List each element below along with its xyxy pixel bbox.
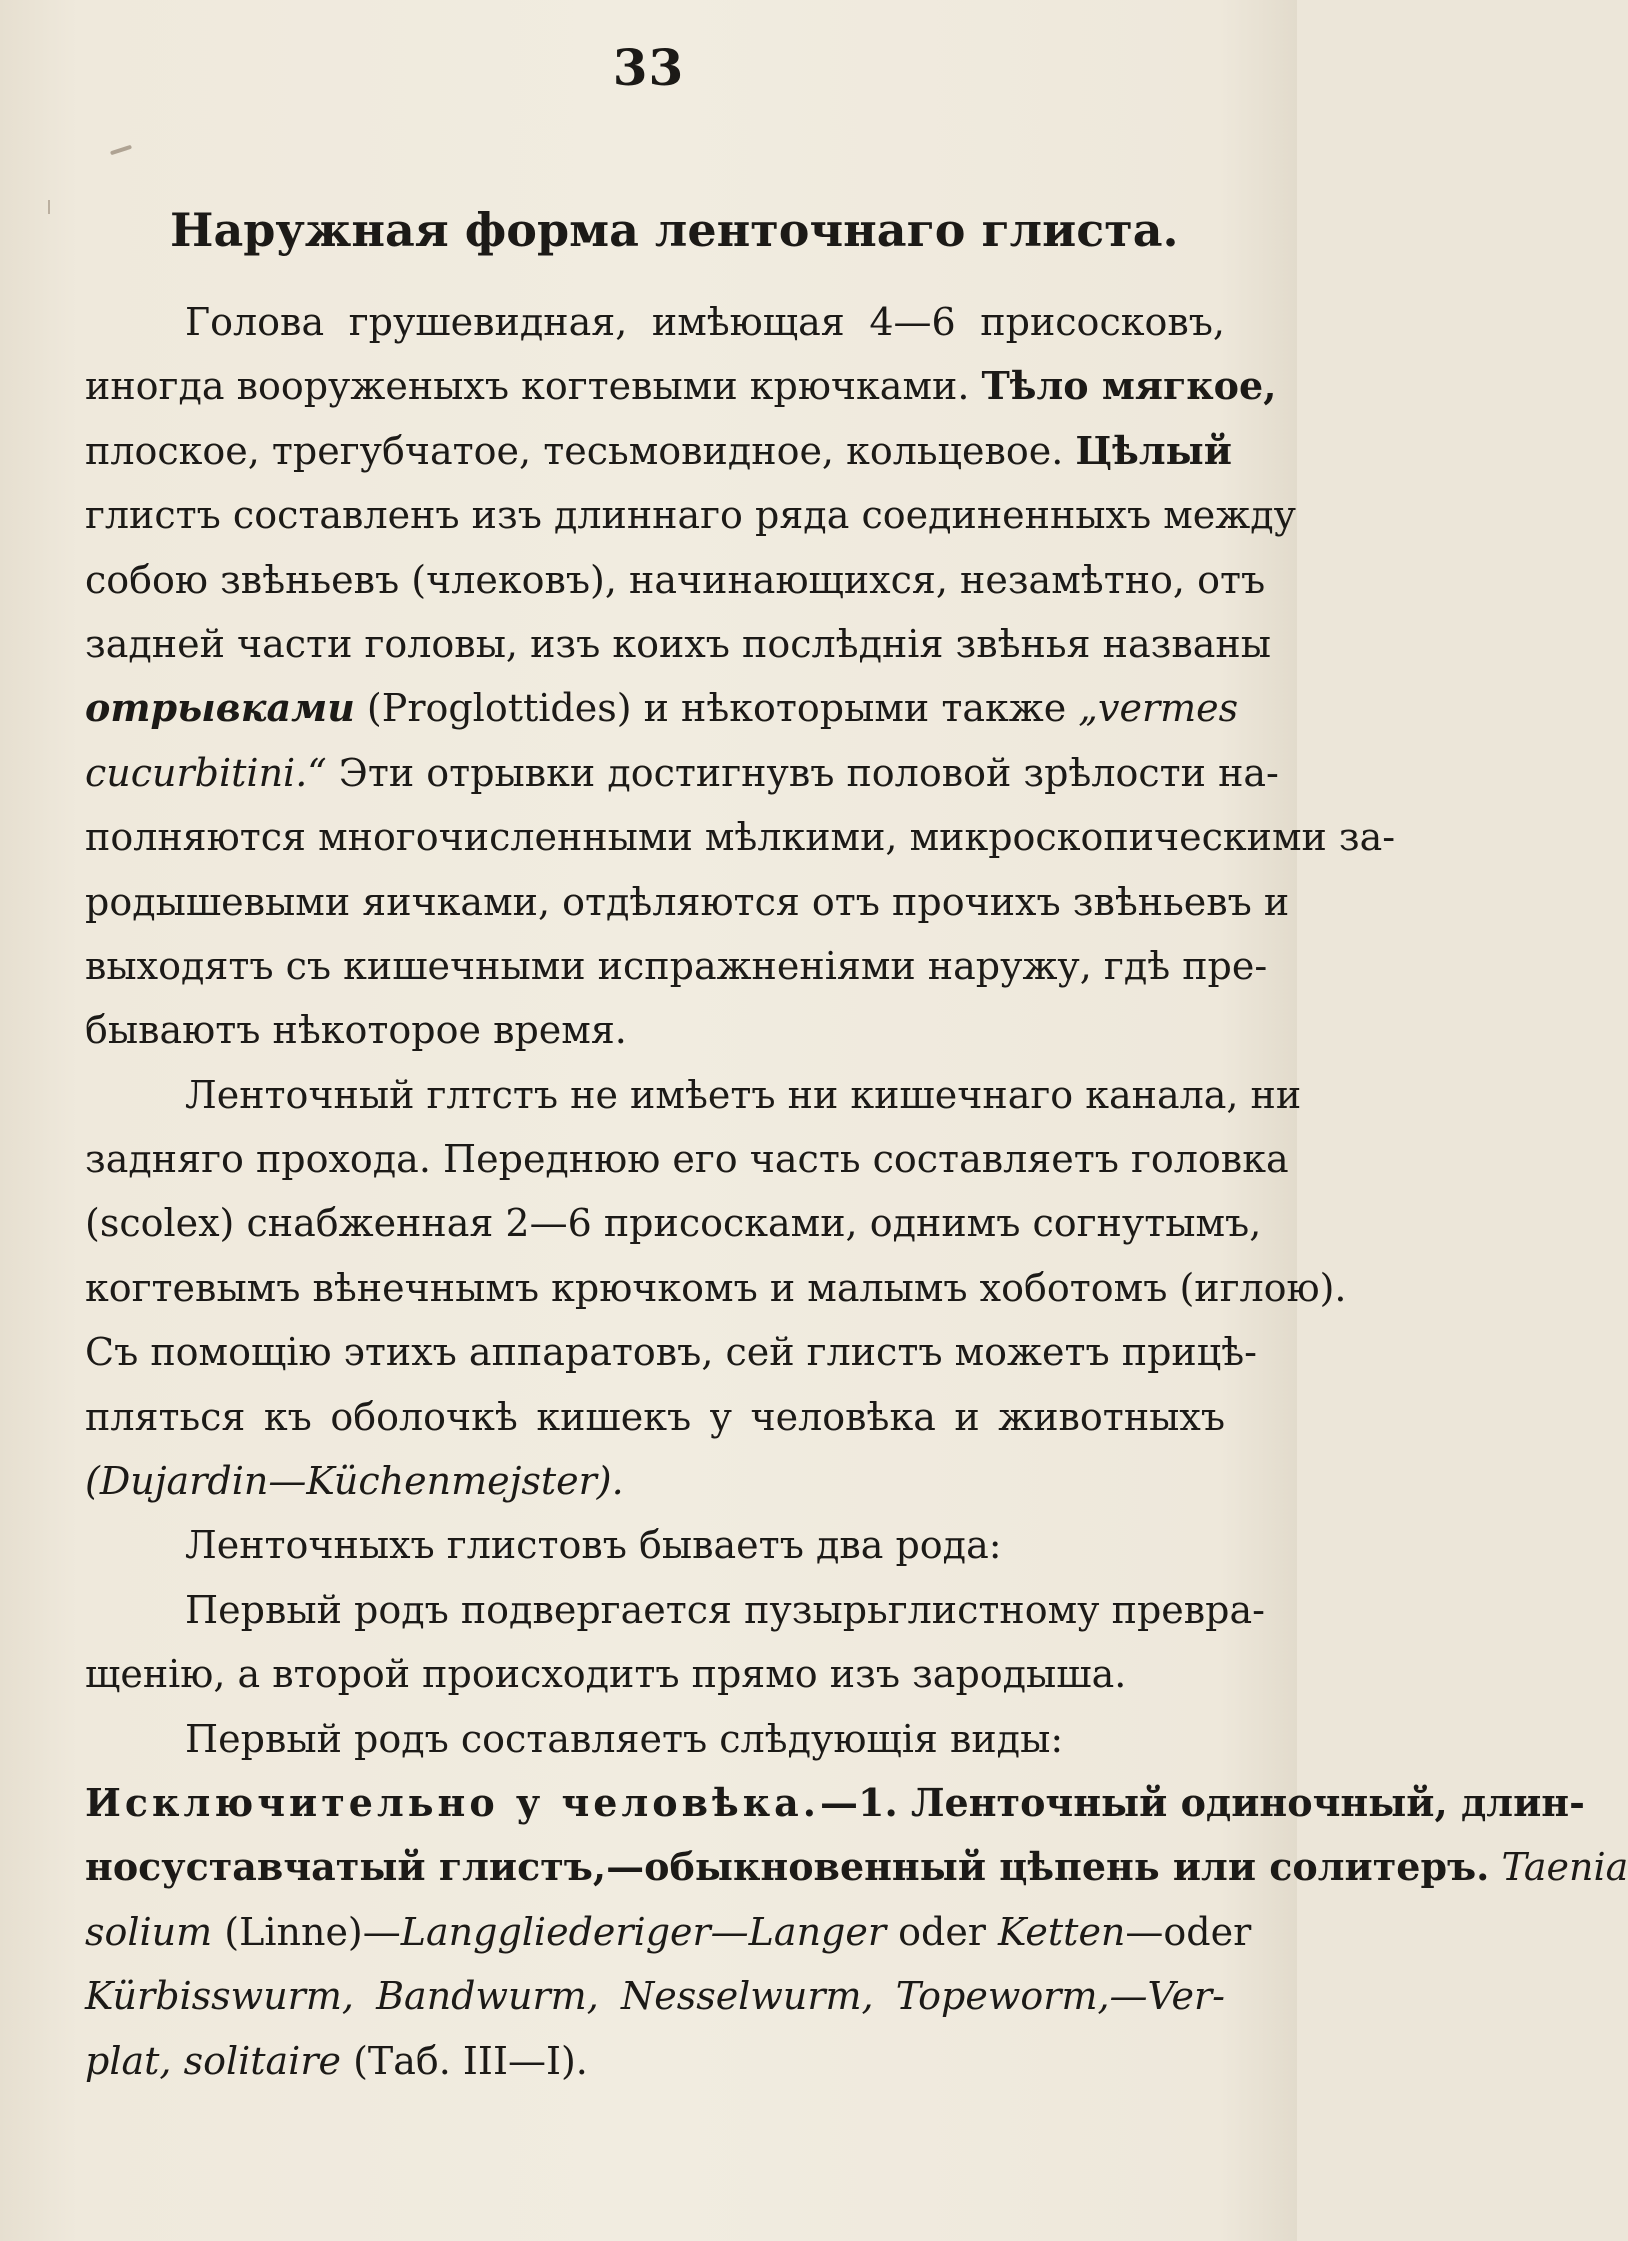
text-line: [85, 741, 1279, 805]
text-segment: задняго прохода. Переднюю его часть составляетъ головка: [85, 1137, 1289, 1182]
text-line: [85, 1385, 1225, 1449]
text-segment: (Таб. III—I).: [340, 2038, 588, 2083]
text-line: [85, 1771, 1585, 1835]
text-segment: Ленточныхъ глистовъ бываетъ два рода:: [185, 1523, 1002, 1568]
text-segment: Taenia: [1489, 1845, 1628, 1890]
text-line: [85, 1449, 1225, 1513]
text-segment: полняются многочисленными мѣлкими, микроскопическими за-: [85, 815, 1396, 860]
text-segment: Первый родъ подвергается пузырьглистному превра-: [185, 1587, 1265, 1632]
text-segment: (scolex) снабженная 2—6 присосками, однимъ согнутымъ,: [85, 1201, 1262, 1246]
text-segment: Kürbisswurm, Bandwurm, Nesselwurm, Topeworm,—Ver-: [85, 1974, 1225, 2019]
text-segment: —обыкновенный цѣпень или солитеръ.: [606, 1844, 1490, 1890]
text-line: [85, 998, 1225, 1062]
text-segment: пляться къ оболочкѣ кишекъ у человѣка и животныхъ: [85, 1394, 1225, 1439]
text-segment: Тѣло мягкое,: [981, 363, 1277, 409]
text-segment: Langgliederiger—Langer: [400, 1909, 887, 1954]
text-segment: Эти отрывки достигнувъ половой зрѣлости на-: [326, 750, 1279, 795]
text-line: [85, 1578, 1265, 1642]
text-line: [85, 548, 1266, 612]
text-segment: отрывками: [85, 685, 355, 731]
text-segment: cucurbitini.“: [85, 750, 327, 795]
page-number: 33: [612, 38, 685, 97]
text-segment: выходятъ съ кишечными испражненіями наружу, гдѣ пре-: [85, 943, 1268, 988]
text-line: [85, 1127, 1289, 1191]
text-line: [85, 1063, 1302, 1127]
text-segment: Голова грушевидная, имѣющая 4—6 присосковъ,: [185, 300, 1225, 344]
text-line: [85, 1835, 1628, 1899]
section-heading: Наружная форма ленточнаго глиста.: [170, 203, 1179, 257]
text-segment: Ketten: [998, 1909, 1126, 1954]
text-line: [85, 676, 1239, 740]
text-segment: (Linne)—: [212, 1909, 401, 1954]
text-line: [85, 1964, 1225, 2028]
text-line: [85, 290, 1225, 354]
text-segment: solium: [85, 1909, 213, 1954]
text-segment: собою звѣньевъ (члековъ), начинающихся, незамѣтно, отъ: [85, 557, 1266, 602]
text-segment: —oder: [1125, 1909, 1252, 1954]
text-line: [85, 1707, 1225, 1771]
body-text: [85, 290, 1628, 2093]
text-line: [85, 1256, 1347, 1320]
text-line: [85, 612, 1271, 676]
text-line: [85, 354, 1277, 418]
margin-mark: [48, 200, 50, 214]
text-segment: oder: [886, 1909, 999, 1954]
text-line: [85, 1191, 1262, 1255]
text-segment: плоское, трегубчатое, тесьмовидное, кольцевое.: [85, 428, 1076, 473]
text-segment: иногда вооруженыхъ когтевыми крючками.: [85, 364, 982, 409]
text-line: [85, 483, 1296, 547]
text-line: [85, 805, 1396, 869]
text-line: [85, 1320, 1257, 1384]
text-line: [85, 1642, 1225, 1706]
text-segment: Первый родъ составляетъ слѣдующія виды:: [185, 1716, 1064, 1761]
text-segment: Исключительно у человѣка.: [85, 1779, 821, 1825]
text-line: [85, 1513, 1225, 1577]
text-segment: (Dujardin—Küchenmejster).: [85, 1459, 624, 1504]
ink-smudge: [110, 145, 132, 156]
text-segment: Цѣлый: [1075, 427, 1232, 473]
text-segment: Ленточный глтстъ не имѣетъ ни кишечнаго канала, ни: [185, 1072, 1302, 1117]
text-line: [85, 2029, 1225, 2093]
text-segment: бываютъ нѣкоторое время.: [85, 1008, 627, 1053]
text-segment: щенію, а второй происходитъ прямо изъ зародыша.: [85, 1652, 1127, 1697]
text-segment: носуставчатый глистъ,: [85, 1844, 607, 1890]
text-line: [85, 870, 1290, 934]
text-segment: plat, solitaire: [85, 2038, 341, 2083]
text-line: [85, 1900, 1252, 1964]
text-segment: (Proglottides) и нѣкоторыми также: [354, 686, 1079, 731]
text-segment: когтевымъ вѣнечнымъ крючкомъ и малымъ хоботомъ (иглою).: [85, 1265, 1347, 1310]
text-segment: глистъ составленъ изъ длиннаго ряда соединенныхъ между: [85, 493, 1296, 538]
text-segment: —1. Ленточный одиночный, длин-: [820, 1779, 1585, 1825]
text-segment: задней части головы, изъ коихъ послѣднія звѣнья названы: [85, 621, 1271, 666]
text-segment: „vermes: [1078, 686, 1239, 731]
text-segment: Съ помощію этихъ аппаратовъ, сей глистъ можетъ прицѣ-: [85, 1330, 1257, 1375]
text-line: [85, 934, 1268, 998]
text-segment: родышевыми яичками, отдѣляются отъ прочихъ звѣньевъ и: [85, 879, 1290, 924]
text-line: [85, 419, 1232, 483]
